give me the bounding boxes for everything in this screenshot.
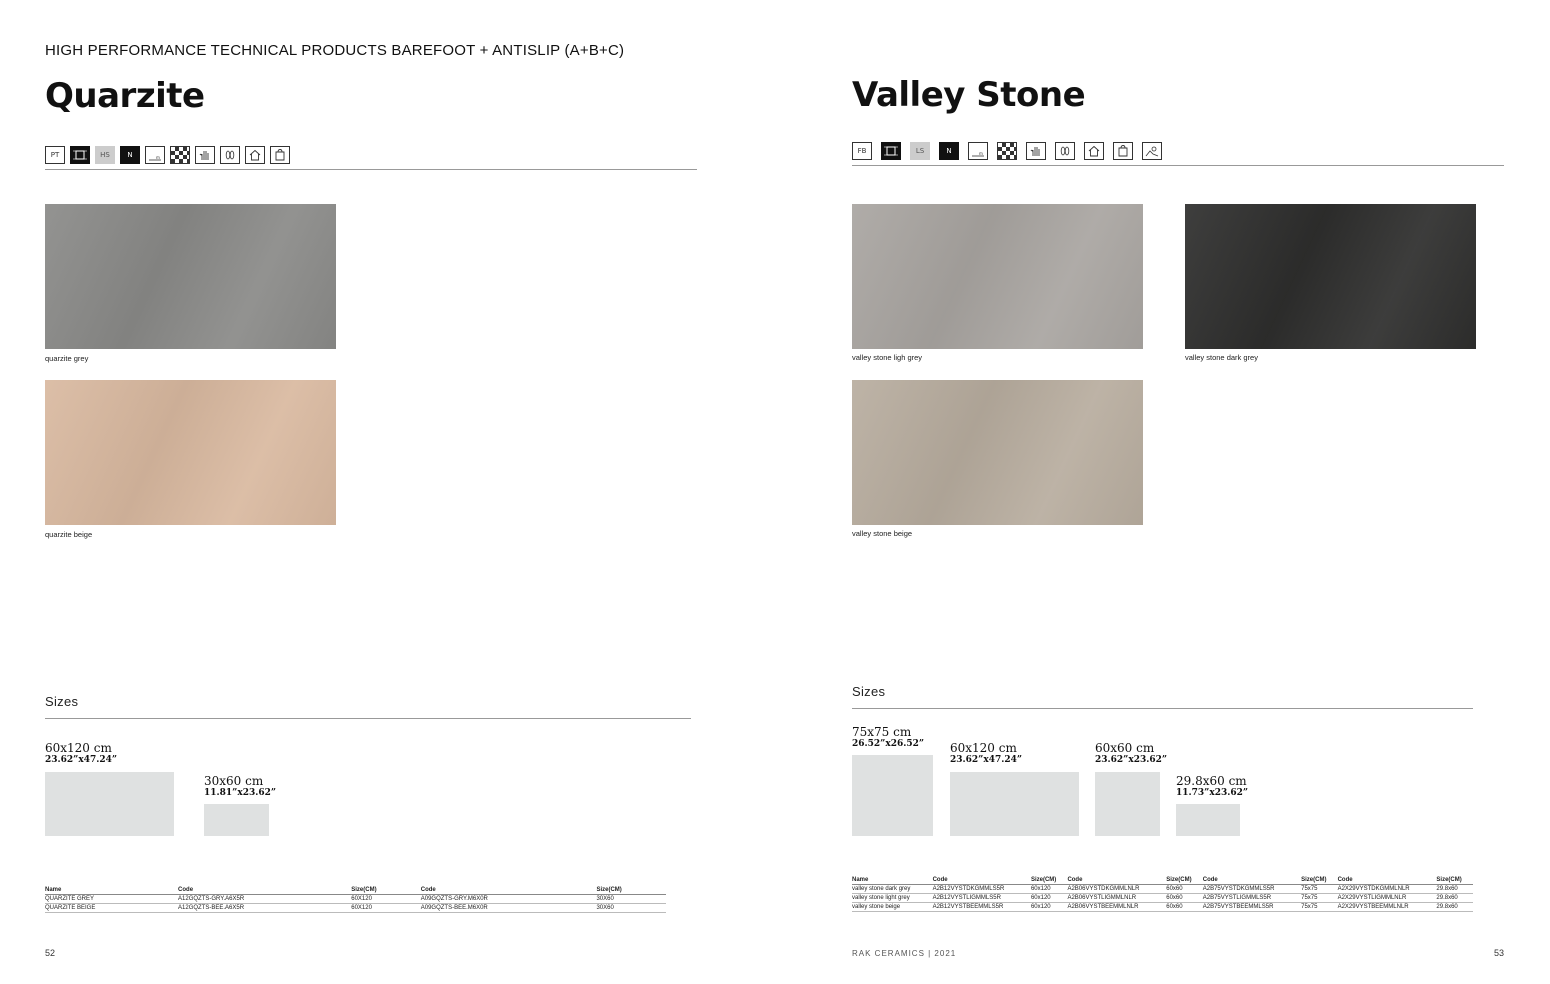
table-header: Name [45,887,178,895]
table-cell: A2X29VYSTBEEMMLNLR [1338,903,1437,912]
rectified-edge-icon [70,146,90,164]
table-header: Size(CM) [1436,877,1473,885]
size-cm: 60x60 cm [1095,741,1155,755]
size-label [45,742,117,766]
size-label [1095,742,1167,766]
category-heading: HIGH PERFORMANCE TECHNICAL PRODUCTS BAREFOOT + ANTISLIP (A+B+C) [45,42,625,59]
table-cell: A09GQZTS-BEE.M6X0R [421,904,597,913]
table-row [852,903,1473,912]
size-label [1176,775,1248,799]
product-title-quarzite: Quarzite [45,76,205,116]
hs-icon: HS [95,146,115,164]
table-cell: 29.8x60 [1436,885,1473,894]
n-finish-icon: N [939,142,959,160]
swatch-quarzite-grey [45,204,336,349]
table-cell: 60X120 [351,904,421,913]
footer-brand: RAK CERAMICS | 2021 [852,949,957,958]
table-row [45,895,666,904]
rectified-edge-icon [881,142,901,160]
table-cell: 75x75 [1301,885,1337,894]
divider [852,165,1504,166]
table-cell: 30X60 [596,895,666,904]
table-cell: valley stone beige [852,903,933,912]
swatch-quarzite-beige [45,380,336,525]
table-cell: 60x60 [1166,903,1202,912]
table-cell: 60x60 [1166,885,1202,894]
table-header: Code [1067,877,1166,885]
table-cell: A2B06VYSTLIGMMLNLR [1067,894,1166,903]
table-cell: valley stone light grey [852,894,933,903]
swatch-caption: valley stone ligh grey [852,353,923,362]
hand-icon [195,146,215,164]
table-row [45,904,666,913]
swatch-caption: valley stone beige [852,529,913,538]
table-cell: QUARZITE BEIGE [45,904,178,913]
divider [45,169,697,170]
table-header: Code [1203,877,1301,885]
size-inch: 23.62”x47.24” [950,755,1023,765]
table-cell: 60X120 [351,895,421,904]
table-cell: A2B75VYSTBEEMMLS5R [1203,903,1301,912]
table-cell: 60x60 [1166,894,1202,903]
table-cell: 30X60 [596,904,666,913]
table-cell: A2B12VYSTLIGMMLS5R [933,894,1031,903]
table-cell: A12GQZTS-BEE.A6X5R [178,904,351,913]
pt-icon: PT [45,146,65,164]
table-header: Code [178,887,351,895]
size-inch: 23.62”x23.62” [1095,755,1168,765]
table-cell: A2X29VYSTLIGMMLNLR [1338,894,1437,903]
table-cell: 75x75 [1301,903,1337,912]
size-inch: 23.62”x47.24” [45,755,118,765]
table-cell: A09GQZTS-GRY.M6X0R [421,895,597,904]
table-cell: 29.8x60 [1436,894,1473,903]
table-cell: A2B75VYSTLIGMMLS5R [1203,894,1301,903]
size-inch: 26.52”x26.52” [852,739,925,749]
swatch-valley-stone-beige [852,380,1143,525]
table-cell: 29.8x60 [1436,903,1473,912]
table-header: Code [1338,877,1437,885]
shade-variation-icon [997,142,1017,160]
thickness-icon [968,142,988,160]
sizes-heading: Sizes [45,694,79,709]
size-cm: 60x120 cm [950,741,1017,755]
svg-text:m: m [156,155,160,160]
home-icon [245,146,265,164]
size-label [950,742,1022,766]
sizes-heading: Sizes [852,684,886,699]
table-cell: QUARZITE GREY [45,895,178,904]
table-cell: A2B06VYSTBEEMMLNLR [1067,903,1166,912]
divider [852,708,1473,709]
swatch-caption: quarzite grey [45,354,89,363]
commercial-icon [1113,142,1133,160]
table-cell: A2B06VYSTDKGMMLNLR [1067,885,1166,894]
table-row [852,894,1473,903]
size-box [45,772,174,836]
page-number: 53 [1494,948,1505,958]
size-box [950,772,1079,836]
hand-icon [1026,142,1046,160]
table-cell: 60x120 [1031,894,1067,903]
table-cell: 60x120 [1031,903,1067,912]
size-label [204,775,276,799]
table-cell: A2B75VYSTDKGMMLS5R [1203,885,1301,894]
svg-text:m: m [979,151,983,156]
table-cell: 60x120 [1031,885,1067,894]
size-inch: 11.73”x23.62” [1176,788,1249,798]
size-box [1176,804,1240,836]
table-header: Size(CM) [1166,877,1202,885]
swatch-caption: valley stone dark grey [1185,353,1258,362]
size-cm: 30x60 cm [204,774,264,788]
n-finish-icon: N [120,146,140,164]
table-cell: A12GQZTS-GRY.A6X5R [178,895,351,904]
product-code-table [45,887,666,913]
feature-icons-quarzite [45,146,290,164]
table-cell: A2X29VYSTDKGMMLNLR [1338,885,1437,894]
table-cell: A2B12VYSTDKGMMLS5R [933,885,1031,894]
outdoor-icon [1142,142,1162,160]
table-cell: valley stone dark grey [852,885,933,894]
table-cell: 75x75 [1301,894,1337,903]
swatch-valley-stone-dark-grey [1185,204,1476,349]
shade-variation-icon [170,146,190,164]
size-box [852,755,933,836]
table-cell: A2B12VYSTBEEMMLS5R [933,903,1031,912]
home-icon [1084,142,1104,160]
table-header: Size(CM) [596,887,666,895]
swatch-caption: quarzite beige [45,530,93,539]
fb-icon: FB [852,142,872,160]
table-header: Code [933,877,1031,885]
size-inch: 11.81”x23.62” [204,788,277,798]
commercial-icon [270,146,290,164]
table-header: Size(CM) [351,887,421,895]
size-cm: 60x120 cm [45,741,112,755]
page-number: 52 [45,948,56,958]
divider [45,718,691,719]
table-row [852,885,1473,894]
feet-icon [1055,142,1075,160]
table-header: Size(CM) [1031,877,1067,885]
size-box [1095,772,1160,836]
size-box [204,804,269,836]
thickness-icon [145,146,165,164]
feet-icon [220,146,240,164]
table-header: Size(CM) [1301,877,1337,885]
table-header: Code [421,887,597,895]
size-cm: 75x75 cm [852,725,912,739]
swatch-valley-stone-light-grey [852,204,1143,349]
feature-icons-valley-stone [852,142,1162,160]
size-cm: 29.8x60 cm [1176,774,1247,788]
product-title-valley-stone: Valley Stone [852,75,1086,115]
table-header: Name [852,877,933,885]
ls-icon: LS [910,142,930,160]
size-label [852,726,924,750]
product-code-table [852,877,1473,912]
